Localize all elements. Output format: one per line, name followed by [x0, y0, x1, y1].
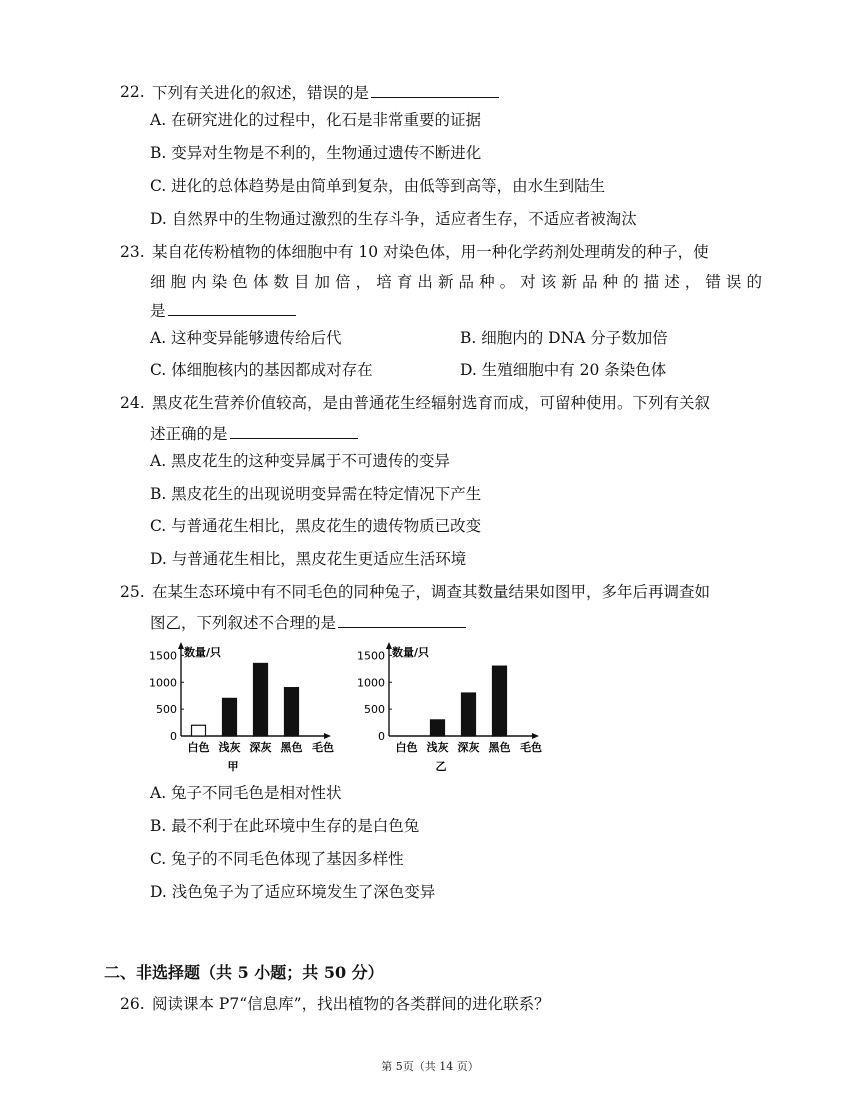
question-stem-text: 下列有关进化的叙述，错误的是 — [152, 84, 370, 102]
section-title: 二、非选择题（共 5 小题；共 50 分） — [104, 963, 384, 982]
option-d: D. 与普通花生相比，黑皮花生更适应生活环境 — [150, 550, 467, 568]
bar — [192, 725, 206, 736]
y-tick-label: 0 — [170, 730, 177, 743]
question-stem-line — [150, 423, 358, 444]
x-axis-label: 毛色 — [520, 741, 542, 754]
answer-blank[interactable] — [230, 423, 358, 439]
y-tick-label: 0 — [378, 730, 385, 743]
y-tick-label: 1000 — [357, 676, 385, 690]
question-stem-line: 在某生态环境中有不同毛色的同种兔子，调查其数量结果如图甲，多年后再调查如 — [152, 583, 711, 601]
question-number: 23. — [120, 243, 145, 261]
bar — [431, 720, 445, 736]
question-stem-text: 述正确的是 — [150, 425, 228, 443]
y-axis-label: 数量/只 — [184, 646, 222, 659]
option-b: B. 细胞内的 DNA 分子数加倍 — [460, 329, 668, 347]
option-c: C. 进化的总体趋势是由简单到复杂，由低等到高等，由水生到陆生 — [150, 177, 606, 195]
bar-chart-jia — [148, 640, 348, 775]
question-number: 26. — [120, 995, 145, 1013]
bar — [223, 698, 237, 736]
y-tick-label: 500 — [364, 703, 385, 717]
answer-blank[interactable] — [371, 82, 499, 98]
bar — [493, 666, 507, 736]
question-stem: 阅读课本 P7“信息库”，找出植物的各类群间的进化联系？ — [152, 995, 550, 1013]
question-stem-line: 某自花传粉植物的体细胞中有 10 对染色体，用一种化学药剂处理萌发的种子，使 — [152, 243, 709, 261]
x-axis-arrow — [532, 733, 539, 739]
y-tick-label: 1500 — [357, 649, 385, 663]
option-a: A. 黑皮花生的这种变异属于不可遗传的变异 — [150, 452, 451, 470]
option-d: D. 浅色兔子为了适应环境发生了深色变异 — [150, 883, 436, 901]
y-tick-label: 500 — [156, 703, 177, 717]
option-b: B. 变异对生物是不利的，生物通过遗传不断进化 — [150, 144, 482, 162]
question-stem-text: 是 — [150, 302, 166, 320]
x-tick-label: 白色 — [395, 741, 418, 754]
y-tick-label: 1500 — [149, 649, 177, 663]
option-c: C. 与普通花生相比，黑皮花生的遗传物质已改变 — [150, 517, 482, 535]
question-stem-line — [150, 300, 296, 321]
option-b: B. 最不利于在此环境中生存的是白色兔 — [150, 817, 420, 835]
x-tick-label: 黑色 — [280, 741, 303, 754]
y-tick-label: 1000 — [149, 676, 177, 690]
question-number: 22. — [120, 83, 145, 101]
option-d: D. 生殖细胞中有 20 条染色体 — [460, 361, 667, 379]
x-tick-label: 深灰 — [249, 741, 272, 754]
bar — [285, 688, 299, 736]
page-footer: 第 5页（共 14 页） — [381, 1060, 479, 1073]
option-b: B. 黑皮花生的出现说明变异需在特定情况下产生 — [150, 485, 482, 503]
x-tick-label: 浅灰 — [218, 741, 241, 754]
bar — [254, 663, 268, 736]
x-tick-label: 浅灰 — [426, 741, 449, 754]
question-number: 25. — [120, 583, 145, 601]
x-tick-label: 白色 — [187, 741, 210, 754]
question-stem-line — [150, 612, 466, 633]
bar — [462, 693, 476, 736]
option-c: C. 体细胞核内的基因都成对存在 — [150, 361, 373, 379]
question-stem-text: 图乙，下列叙述不合理的是 — [150, 614, 337, 632]
option-a: A. 这种变异能够遗传给后代 — [150, 329, 342, 347]
question-stem-line: 细胞内染色体数目加倍，培育出新品种。对该新品种的描述，错误的 — [150, 273, 762, 291]
x-tick-label: 深灰 — [457, 741, 480, 754]
option-a: A. 兔子不同毛色是相对性状 — [150, 784, 342, 802]
bar-chart-yi — [356, 640, 566, 775]
question-stem — [152, 82, 499, 103]
question-number: 24. — [120, 394, 145, 412]
x-axis-label: 毛色 — [312, 741, 334, 754]
question-stem-line: 黑皮花生营养价值较高，是由普通花生经辐射选育而成，可留种使用。下列有关叙 — [152, 394, 711, 412]
x-tick-label: 黑色 — [488, 741, 511, 754]
x-axis-arrow — [324, 733, 331, 739]
chart-title: 乙 — [435, 760, 447, 773]
option-d: D. 自然界中的生物通过激烈的生存斗争，适应者生存，不适应者被淘汰 — [150, 210, 637, 228]
option-a: A. 在研究进化的过程中，化石是非常重要的证据 — [150, 111, 482, 129]
chart-title: 甲 — [227, 760, 239, 773]
option-c: C. 兔子的不同毛色体现了基因多样性 — [150, 850, 404, 868]
answer-blank[interactable] — [338, 612, 466, 628]
y-axis-label: 数量/只 — [392, 646, 430, 659]
answer-blank[interactable] — [168, 300, 296, 316]
